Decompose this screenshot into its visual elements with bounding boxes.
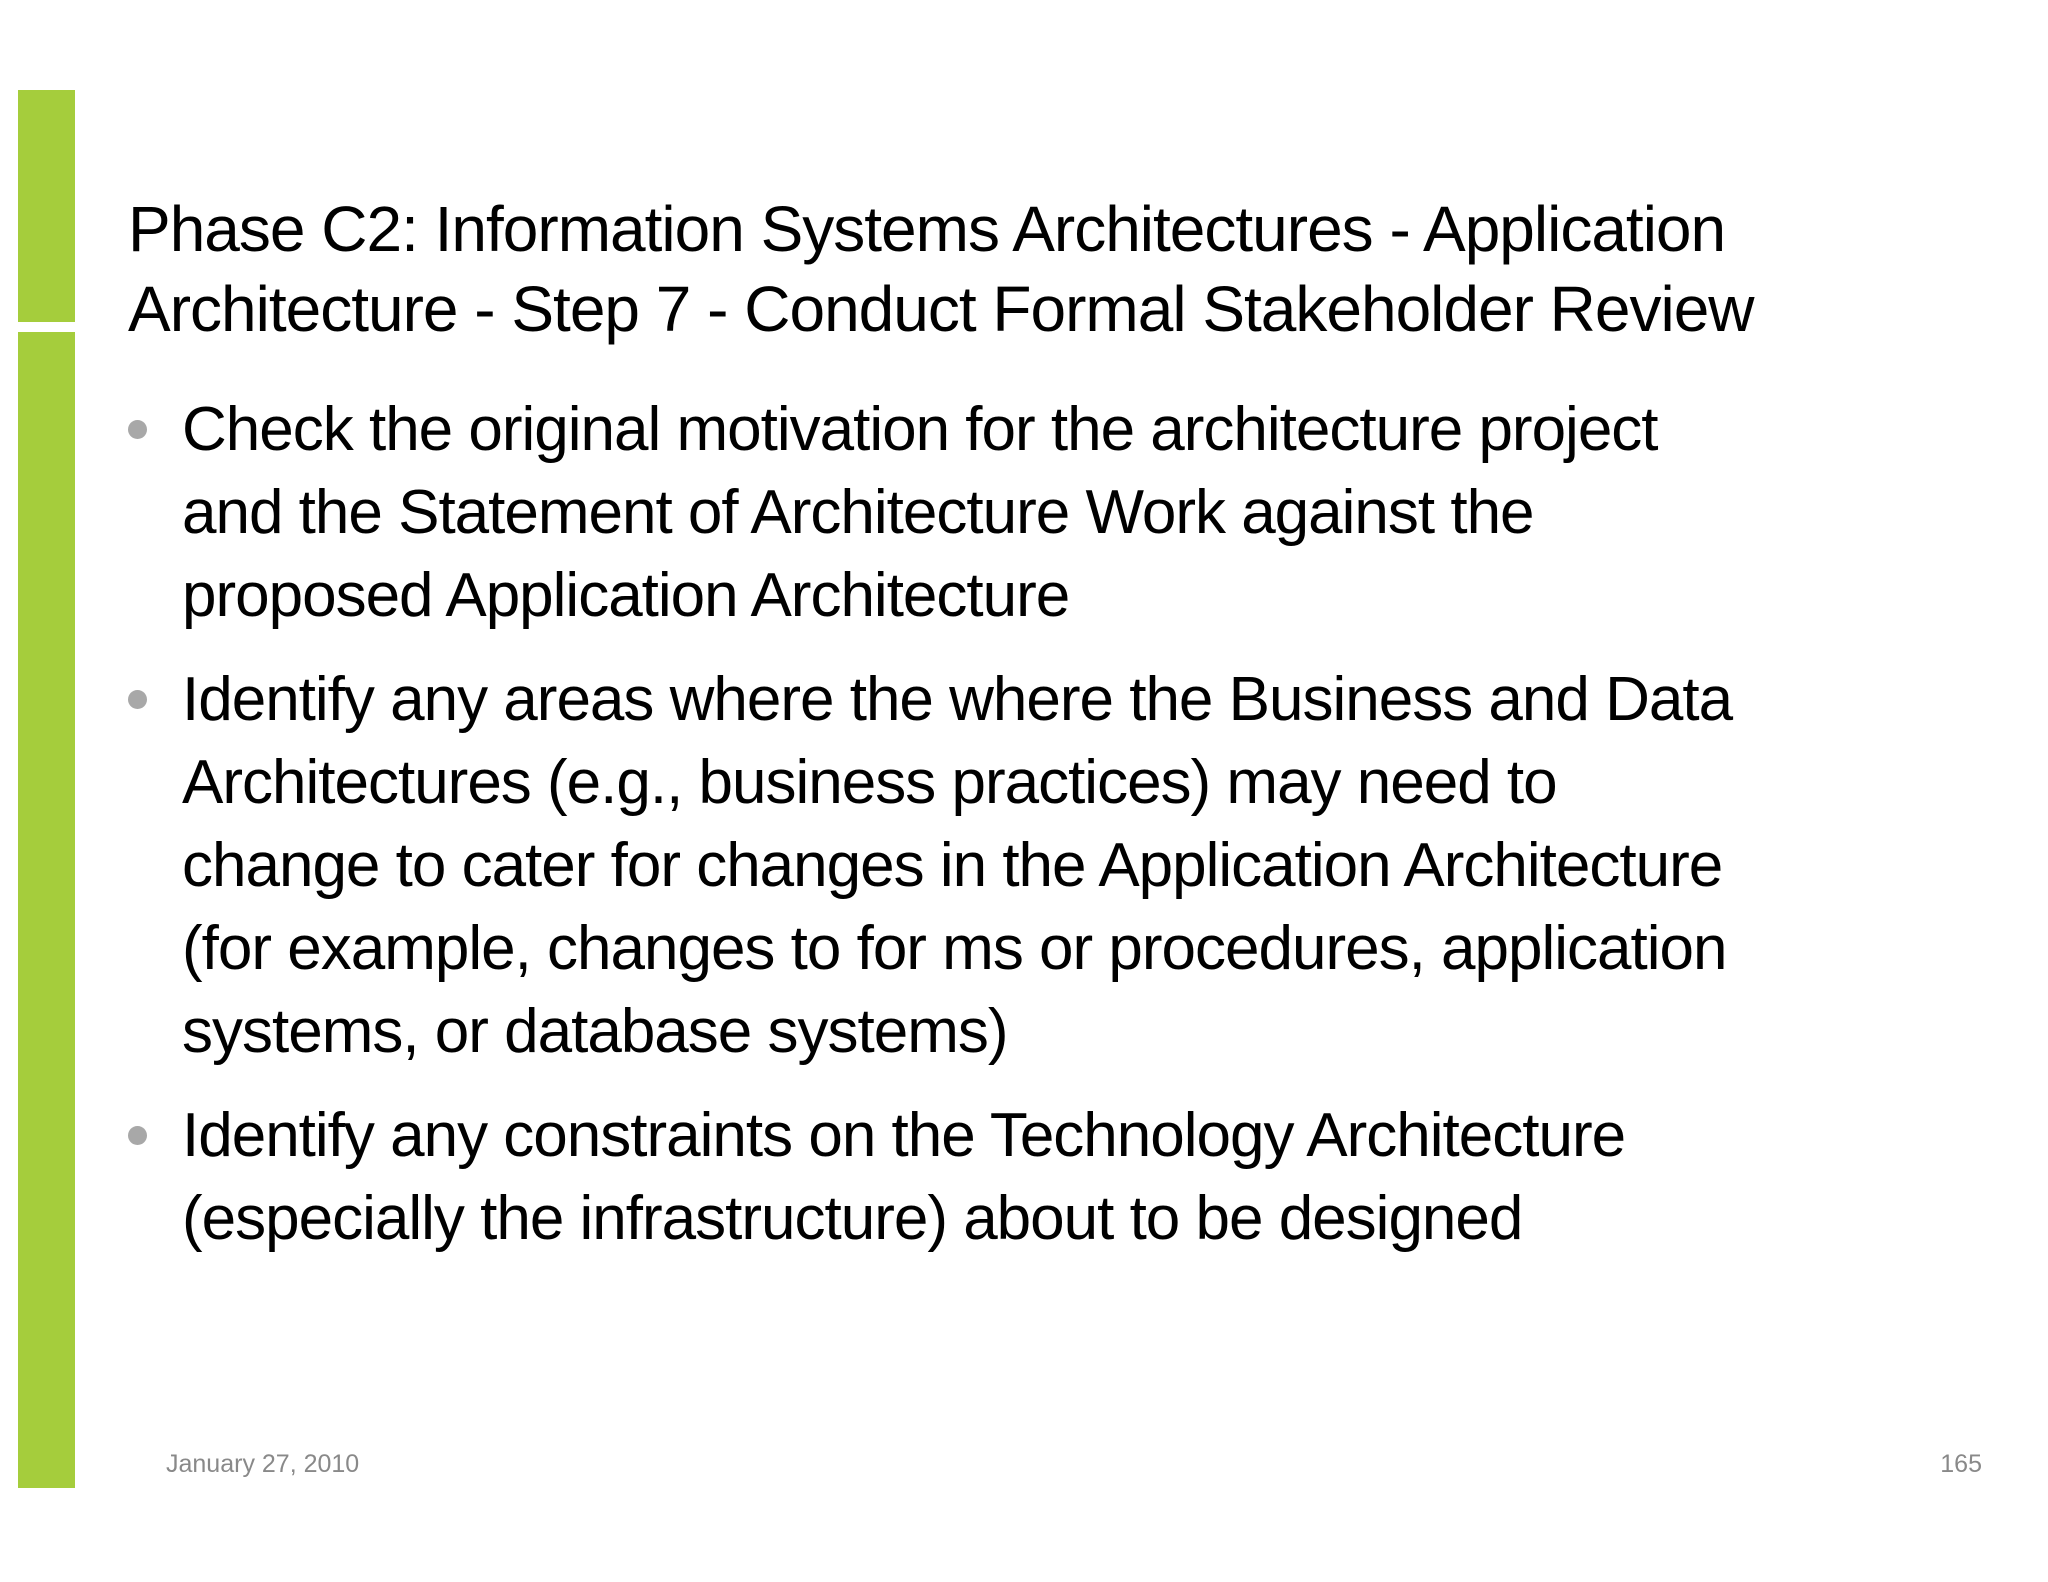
page-title xyxy=(128,189,1754,349)
footer-page-number: 165 xyxy=(1940,1450,1982,1478)
bullet-list xyxy=(128,388,1988,1281)
footer-date: January 27, 2010 xyxy=(166,1450,360,1478)
body-accent-bar xyxy=(18,332,75,1488)
bullet-text-line: Identify any areas where the where the Business and Data xyxy=(182,665,1733,734)
bullet-item xyxy=(128,658,1988,1073)
bullet-dot-icon xyxy=(128,1126,147,1145)
title-accent-bar xyxy=(18,90,75,322)
bullet-text-line: Architectures (e.g., business practices) may need to xyxy=(182,748,1557,817)
bullet-item xyxy=(128,1094,1988,1260)
bullet-text-line: proposed Application Architecture xyxy=(182,561,1070,630)
bullet-dot-icon xyxy=(128,420,147,439)
page-title-line-2: Architecture - Step 7 - Conduct Formal Stakeholder Review xyxy=(128,272,1754,345)
bullet-text-line: and the Statement of Architecture Work against the xyxy=(182,478,1534,547)
bullet-text-line: change to cater for changes in the Application Architecture xyxy=(182,831,1723,900)
bullet-text-line: (for example, changes to for ms or procedures, application xyxy=(182,914,1727,983)
bullet-text-line: Identify any constraints on the Technology Architecture xyxy=(182,1101,1626,1170)
bullet-text-line: systems, or database systems) xyxy=(182,997,1008,1066)
bullet-dot-icon xyxy=(128,690,147,709)
bullet-item xyxy=(128,388,1988,637)
bullet-text-line: Check the original motivation for the architecture project xyxy=(182,395,1658,464)
page-title-line-1: Phase C2: Information Systems Architectures - Application xyxy=(128,192,1726,265)
bullet-text-line: (especially the infrastructure) about to be designed xyxy=(182,1184,1523,1253)
